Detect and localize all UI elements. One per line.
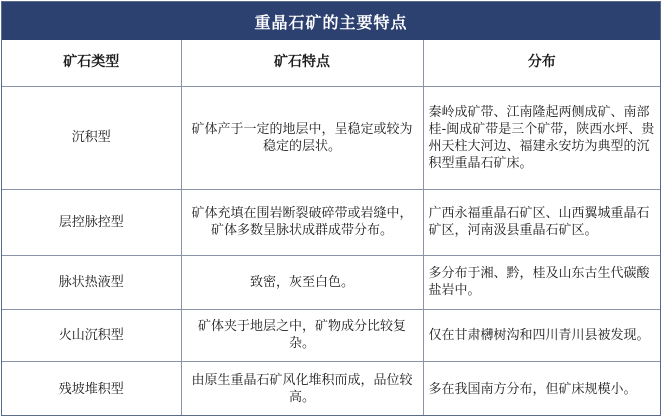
cell-ore-type: 沉积型	[2, 86, 181, 189]
cell-ore-feature: 矿体产于一定的地层中，呈稳定或较为稳定的层状。	[181, 86, 423, 189]
table-row	[2, 255, 660, 309]
cell-ore-feature: 由原生重晶石矿风化堆积而成，品位较高。	[181, 361, 423, 416]
cell-distribution: 广西永福重晶石矿区、山西翼城重晶石矿区，河南汲县重晶石矿区。	[423, 189, 660, 255]
table-row	[2, 309, 660, 361]
cell-ore-feature: 矿体充填在围岩断裂破碎带或岩缝中，矿体多数呈脉状成群成带分布。	[181, 189, 423, 255]
cell-distribution: 多在我国南方分布，但矿床规模小。	[423, 361, 660, 416]
cell-distribution: 仅在甘肃欂树沟和四川青川县被发现。	[423, 309, 660, 361]
table-title: 重晶石矿的主要特点	[2, 2, 660, 40]
cell-ore-type: 脉状热液型	[2, 255, 181, 309]
table-row	[2, 361, 660, 416]
cell-ore-type: 残坡堆积型	[2, 361, 181, 416]
table-row	[2, 189, 660, 255]
header-ore-feature: 矿石特点	[181, 40, 423, 86]
header-distribution: 分布	[423, 40, 660, 86]
cell-distribution: 秦岭成矿带、江南隆起两侧成矿、南部桂-闽成矿带是三个矿带，陕西水坪、贵州天柱大河边、福建永安坊为典型的沉积型重晶石矿床。	[423, 86, 660, 189]
cell-ore-type: 火山沉积型	[2, 309, 181, 361]
table-row	[2, 86, 660, 189]
cell-ore-type: 层控脉控型	[2, 189, 181, 255]
header-row	[2, 40, 660, 86]
cell-ore-feature: 致密，灰至白色。	[181, 255, 423, 309]
cell-ore-feature: 矿体夹于地层之中，矿物成分比较复杂。	[181, 309, 423, 361]
ore-characteristics-table	[1, 1, 661, 416]
data-table	[2, 40, 660, 416]
header-ore-type: 矿石类型	[2, 40, 181, 86]
cell-distribution: 多分布于湘、黔，桂及山东古生代碳酸盐岩中。	[423, 255, 660, 309]
